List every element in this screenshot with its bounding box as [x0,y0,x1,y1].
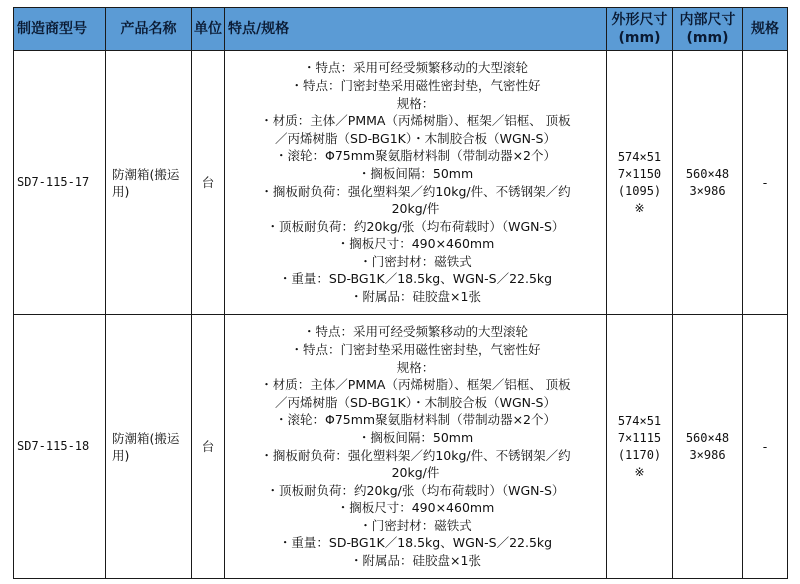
header-product-name: 产品名称 [106,8,192,51]
feature-line: 20kg/件 [391,201,440,217]
feature-line: ／丙烯树脂（SD-BG1K）・木制胶合板（WGN-S） [275,130,556,146]
header-model: 制造商型号 [14,8,106,51]
feature-line: ・特点：采用可经受频繁移动的大型滚轮 [302,60,528,76]
feature-line: ・重量：SD-BG1K／18.5kg、WGN-S／22.5kg [278,271,553,287]
outer-size-line: 574×51 [617,413,662,428]
feature-line: ・搁板间隔：50mm [357,165,474,181]
table-row [14,51,788,315]
product-spec-table [13,7,788,579]
header-inner-size: 内部尺寸(mm) [673,8,743,51]
feature-line: ・重量：SD-BG1K／18.5kg、WGN-S／22.5kg [278,535,553,551]
inner-size-line: 3×986 [689,447,726,462]
feature-line: ・材质：主体／PMMA（丙烯树脂）、框架／铝框、 顶板 [260,377,571,393]
inner-size-line: 560×48 [685,166,730,181]
feature-line: ・门密封材：磁铁式 [359,253,472,269]
inner-size-cell [673,315,743,579]
product-name-cell: 防潮箱(搬运用) [106,51,192,315]
feature-line: ・特点：门密封垫采用磁性密封垫，气密性好 [290,77,541,93]
features-cell [225,51,607,315]
feature-line: 规格： [396,359,435,375]
spec-cell: - [743,315,788,579]
spec-cell: - [743,51,788,315]
model-cell: SD7-115-18 [14,315,106,579]
unit-cell: 台 [192,51,225,315]
unit-cell: 台 [192,315,225,579]
feature-line: ・特点：门密封垫采用磁性密封垫，气密性好 [290,341,541,357]
feature-line: ・材质：主体／PMMA（丙烯树脂）、框架／铝框、 顶板 [260,113,571,129]
feature-line: ・搁板间隔：50mm [357,429,474,445]
table-row [14,315,788,579]
feature-line: 20kg/件 [391,465,440,481]
feature-line: ・顶板耐负荷：约20kg/张（均布荷载时）（WGN-S） [266,218,565,234]
feature-line: ・搁板耐负荷：强化塑料架／约10kg/件、不锈钢架／约 [260,447,571,463]
feature-line: ・门密封材：磁铁式 [359,517,472,533]
model-cell: SD7-115-17 [14,51,106,315]
outer-size-line: (1095) [617,183,662,198]
feature-line: ・顶板耐负荷：约20kg/张（均布荷载时）（WGN-S） [266,482,565,498]
inner-size-line: 3×986 [689,183,726,198]
feature-line: ・搁板尺寸：490×460mm [336,500,495,516]
feature-line: ・滚轮：Φ75mm聚氨脂材料制（带制动器×2个） [274,412,557,428]
product-name-cell: 防潮箱(搬运用) [106,315,192,579]
header-spec: 规格 [743,8,788,51]
outer-size-note: ※ [634,464,645,479]
feature-line: ・搁板耐负荷：强化塑料架／约10kg/件、不锈钢架／约 [260,183,571,199]
feature-line: ／丙烯树脂（SD-BG1K）・木制胶合板（WGN-S） [275,394,556,410]
feature-line: ・搁板尺寸：490×460mm [336,236,495,252]
outer-size-cell [607,51,673,315]
outer-size-line: (1170) [617,447,662,462]
outer-size-line: 574×51 [617,149,662,164]
feature-line: 规格： [396,95,435,111]
header-unit: 单位 [192,8,225,51]
feature-line: ・附属品：硅胶盘×1张 [350,289,481,305]
header-features: 特点/规格 [225,8,607,51]
outer-size-note: ※ [634,200,645,215]
outer-size-cell [607,315,673,579]
feature-line: ・特点：采用可经受频繁移动的大型滚轮 [302,324,528,340]
feature-line: ・附属品：硅胶盘×1张 [350,553,481,569]
header-outer-size: 外形尺寸(mm) [607,8,673,51]
outer-size-line: 7×1115 [617,430,662,445]
feature-line: ・滚轮：Φ75mm聚氨脂材料制（带制动器×2个） [274,148,557,164]
features-cell [225,315,607,579]
outer-size-line: 7×1150 [617,166,662,181]
header-row [14,8,788,51]
inner-size-cell [673,51,743,315]
inner-size-line: 560×48 [685,430,730,445]
